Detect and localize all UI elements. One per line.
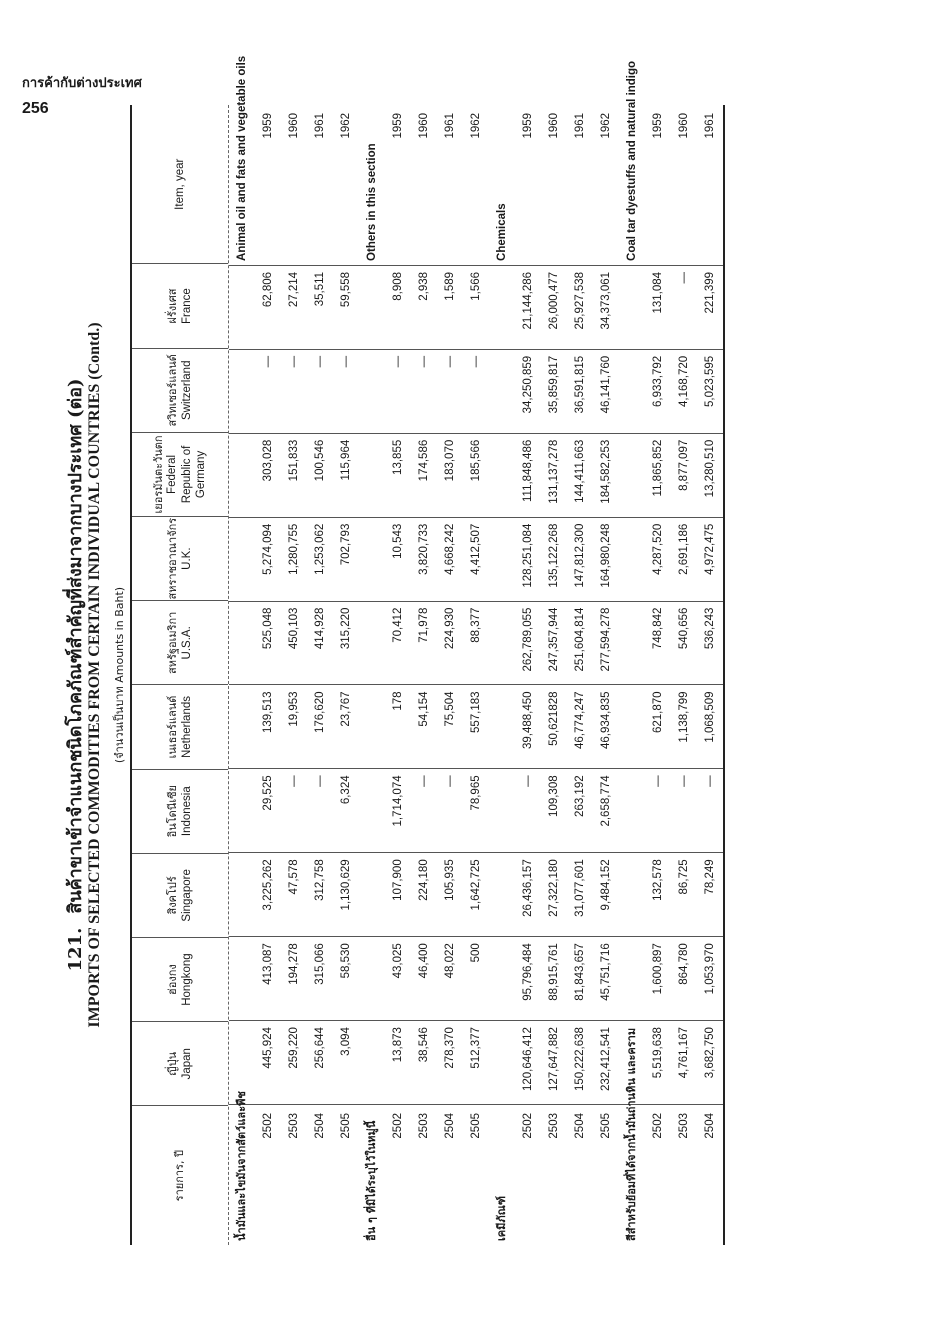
data-cell: 45,751,716 [600, 943, 612, 1001]
spacer-cell [619, 685, 645, 768]
data-cell: 232,412,541 [600, 1027, 612, 1092]
imports-table [130, 55, 725, 1245]
data-cell: 111,848,486 [522, 439, 534, 502]
spacer-cell [359, 434, 385, 517]
row-year-thai: 2504 [574, 1113, 586, 1139]
spacer-cell [229, 266, 255, 349]
data-cell: 13,873 [392, 1027, 404, 1063]
data-cell: 303,028 [262, 439, 274, 482]
data-cell: 3,225,262 [262, 859, 274, 911]
spacer-cell [489, 937, 515, 1020]
data-cell: 48,022 [444, 943, 456, 979]
spacer-cell [619, 518, 645, 601]
data-cell: 1,053,970 [704, 943, 716, 995]
data-cell: 47,578 [288, 859, 300, 895]
section-heading-thai: เคมีภัณฑ์ [495, 1196, 508, 1241]
data-cell: 183,070 [444, 439, 456, 482]
data-cell: 144,411,663 [574, 439, 586, 503]
data-cell: 81,843,657 [574, 943, 586, 1001]
column-header [132, 105, 228, 263]
spacer-cell [489, 518, 515, 601]
data-cell: 5,274,094 [262, 523, 274, 575]
column-header [132, 516, 228, 600]
data-cell: 46,141,760 [600, 355, 612, 414]
data-cell: 27,214 [288, 271, 300, 308]
spacer-cell [489, 1021, 515, 1104]
data-cell: 128,251,084 [522, 523, 534, 588]
table-number: 121. [65, 927, 86, 972]
data-cell: 139,513 [262, 691, 274, 734]
spacer-cell [359, 518, 385, 601]
data-cell: 62,806 [262, 271, 274, 308]
data-cell: 34,373,061 [600, 271, 612, 330]
spacer-cell [619, 1021, 645, 1104]
data-cell: 95,796,484 [522, 943, 534, 1001]
row-year-english: 1962 [340, 112, 352, 139]
data-cell: 2,938 [418, 271, 430, 301]
data-cell: 109,308 [548, 775, 560, 817]
data-cell: 5,519,638 [652, 1027, 664, 1079]
row-year-thai: 2505 [600, 1113, 612, 1139]
data-cell: 315,066 [314, 943, 326, 985]
data-cell: — [444, 355, 456, 368]
spacer-cell [229, 602, 255, 685]
country-column [229, 349, 723, 433]
column-header-english: Switzerland [180, 360, 193, 420]
data-cell: — [392, 355, 404, 368]
data-cell: 54,154 [418, 691, 430, 727]
row-year-thai: 2503 [548, 1113, 560, 1139]
spacer-cell [229, 434, 255, 517]
row-year-english: 1960 [548, 112, 560, 139]
data-cell: — [652, 775, 664, 787]
row-year-english: 1961 [574, 112, 586, 139]
data-cell: 13,280,510 [704, 439, 716, 498]
data-cell: — [314, 355, 326, 368]
spacer-cell [619, 937, 645, 1020]
data-cell: 115,964 [340, 439, 352, 481]
column-header-thai: เยอรมันตะวันตก [151, 435, 165, 514]
data-cell: 4,168,720 [678, 355, 690, 408]
data-cell: 9,484,152 [600, 859, 612, 911]
data-cell: 525,048 [262, 607, 274, 650]
data-cell: 176,620 [314, 691, 326, 734]
row-year-english: 1961 [444, 112, 456, 139]
section-heading-thai: สีสำหรับย้อมที่ได้จากน้ำมันถ่านหิน และคราม [625, 1027, 638, 1241]
row-year-thai: 2503 [678, 1113, 690, 1139]
data-cell: — [678, 775, 690, 787]
data-cell: 315,220 [340, 607, 352, 650]
data-cell: — [340, 355, 352, 368]
page-number: 256 [22, 100, 49, 117]
data-cell: 86,725 [678, 859, 690, 895]
spacer-cell [489, 266, 515, 349]
column-header-english: Japan [180, 1048, 193, 1080]
table-body [229, 55, 723, 1245]
data-cell: 71,978 [418, 607, 430, 643]
section-heading-english: Coal tar dyestuffs and natural indigo [626, 60, 638, 261]
row-year-english: 1960 [418, 112, 430, 139]
data-cell: 251,604,814 [574, 607, 586, 672]
data-cell: 1,600,897 [652, 943, 664, 995]
data-cell: 1,566 [470, 271, 482, 301]
country-column [229, 433, 723, 517]
data-cell: 4,287,520 [652, 523, 664, 575]
spacer-cell [619, 266, 645, 349]
data-cell: 27,322,180 [548, 859, 560, 917]
data-cell: 70,412 [392, 607, 404, 643]
data-cell: 147,812,300 [574, 523, 586, 588]
data-cell: 278,370 [444, 1027, 456, 1069]
data-cell: — [418, 775, 430, 787]
data-cell: 312,758 [314, 859, 326, 901]
column-header [132, 600, 228, 684]
data-cell: 1,138,799 [678, 691, 690, 743]
data-cell: 3,682,750 [704, 1027, 716, 1079]
data-cell: 450,103 [288, 607, 300, 650]
column-header [132, 348, 228, 432]
data-cell: 512,377 [470, 1027, 482, 1069]
data-cell: 10,543 [392, 523, 404, 559]
country-column [229, 517, 723, 601]
data-cell: 120,646,412 [522, 1027, 534, 1092]
spacer-cell [359, 1021, 385, 1104]
row-year-thai: 2504 [704, 1113, 716, 1139]
country-column [229, 852, 723, 936]
row-year-english: 1959 [652, 112, 664, 139]
data-cell: 1,714,074 [392, 775, 404, 827]
spacer-cell [489, 853, 515, 936]
table-units: (จำนวนเป็นบาท Amounts in Baht) [113, 586, 126, 764]
row-year-english: 1961 [704, 112, 716, 139]
data-cell: — [418, 355, 430, 368]
column-header [132, 769, 228, 853]
data-cell: 221,399 [704, 271, 716, 314]
data-cell: 35,859,817 [548, 355, 560, 414]
column-header-english: Indonesia [180, 786, 193, 837]
data-cell: 445,924 [262, 1027, 274, 1069]
data-cell: — [470, 355, 482, 368]
column-header-english: Item, year [173, 158, 186, 210]
data-cell: 1,130,629 [340, 859, 352, 911]
country-column [229, 936, 723, 1020]
section-heading-english: Animal oil and fats and vegetable oils [236, 55, 248, 261]
data-cell: 178 [392, 691, 404, 711]
data-cell: 536,243 [704, 607, 716, 650]
data-cell: — [288, 775, 300, 787]
data-cell: 38,546 [418, 1027, 430, 1063]
data-cell: 6,933,792 [652, 355, 664, 408]
data-cell: 100,546 [314, 439, 326, 482]
data-cell: 131,137,278 [548, 439, 560, 504]
spacer-cell [359, 266, 385, 349]
country-column [229, 768, 723, 852]
spacer-cell [359, 685, 385, 768]
data-cell: 3,094 [340, 1027, 352, 1056]
row-year-english: 1959 [522, 112, 534, 139]
data-cell: 2,691,186 [678, 523, 690, 575]
data-cell: — [522, 775, 534, 787]
data-cell: — [444, 775, 456, 787]
section-heading-english: Others in this section [366, 143, 378, 261]
spacer-cell [489, 602, 515, 685]
section-heading-thai: น้ำมันและไขมันจากสัตว์และพืช [235, 1091, 248, 1241]
column-header-thai: สหรัฐอเมริกา [165, 611, 179, 674]
data-cell: 105,935 [444, 859, 456, 901]
column-header [132, 1105, 228, 1245]
data-cell: 1,280,755 [288, 523, 300, 575]
column-header-english: Federal Republic of Germany [166, 445, 208, 504]
column-header-thai: เนเธอร์แลนด์ [165, 695, 179, 759]
data-cell: 4,761,167 [678, 1027, 690, 1079]
column-header [132, 1021, 228, 1105]
bottom-rule [723, 105, 725, 1245]
data-cell: 26,000,477 [548, 271, 560, 330]
column-header [132, 937, 228, 1021]
data-cell: 35,511 [314, 271, 326, 307]
data-cell: 4,668,242 [444, 523, 456, 575]
spacer-cell [229, 1021, 255, 1104]
data-cell: 4,412,507 [470, 523, 482, 575]
spacer-cell [619, 769, 645, 852]
data-cell: 36,591,815 [574, 355, 586, 414]
data-cell: 1,589 [444, 271, 456, 301]
data-cell: 702,793 [340, 523, 352, 566]
data-cell: 78,965 [470, 775, 482, 811]
data-cell: 4,972,475 [704, 523, 716, 575]
column-header-thai: อินโดนีเซีย [165, 785, 179, 838]
spacer-cell [489, 769, 515, 852]
row-year-thai: 2505 [470, 1113, 482, 1139]
spacer-cell [619, 853, 645, 936]
data-cell: 413,087 [262, 943, 274, 985]
spacer-cell [229, 685, 255, 768]
spacer-cell [489, 434, 515, 517]
data-cell: 262,789,055 [522, 607, 534, 672]
data-cell: 29,525 [262, 775, 274, 811]
table-title-thai [60, 105, 89, 1245]
column-header [132, 432, 228, 516]
spacer-cell [619, 602, 645, 685]
spacer-cell [489, 350, 515, 433]
column-header [132, 684, 228, 768]
spacer-cell [229, 769, 255, 852]
column-header-english: U.S.A. [180, 626, 193, 660]
data-cell: 107,900 [392, 859, 404, 901]
data-cell: 46,400 [418, 943, 430, 979]
column-header [132, 853, 228, 937]
row-year-english: 1960 [678, 112, 690, 139]
data-cell: 43,025 [392, 943, 404, 979]
data-cell: 31,077,601 [574, 859, 586, 917]
row-year-thai: 2503 [288, 1113, 300, 1139]
data-cell: 1,642,725 [470, 859, 482, 911]
data-cell: 46,934,835 [600, 691, 612, 750]
table-title-thai-text: สินค้าขาเข้าจำแนกชนิดโภคภัณฑ์สำคัญที่ส่งมาจากบางประเทศ (ต่อ) [65, 378, 86, 914]
data-cell: 224,180 [418, 859, 430, 901]
column-header-english: Singapore [180, 869, 193, 922]
data-cell: 88,915,761 [548, 943, 560, 1001]
table-title-english: IMPORTS OF SELECTED COMMODITIES FROM CERTAIN INDIVIDUAL COUNTRIES (Contd.) [86, 322, 103, 1028]
english-label-column [229, 55, 723, 265]
row-year-english: 1959 [392, 112, 404, 139]
running-head: การค้ากับต่างประเทศ [22, 76, 142, 91]
data-cell: 151,833 [288, 439, 300, 482]
section-heading-english: Chemicals [496, 203, 508, 261]
row-year-english: 1962 [600, 112, 612, 139]
data-cell: 8,877,097 [678, 439, 690, 491]
column-header-thai: ฝรั่งเศส [165, 288, 179, 324]
column-header-english: France [180, 288, 193, 324]
row-year-thai: 2504 [314, 1113, 326, 1139]
data-cell: 5,023,595 [704, 355, 716, 408]
country-column [229, 1020, 723, 1104]
spacer-cell [359, 602, 385, 685]
data-cell: 277,594,278 [600, 607, 612, 672]
column-header-english: U.K. [180, 547, 193, 570]
table-header [130, 105, 229, 1245]
data-cell: 75,504 [444, 691, 456, 727]
data-cell: 132,578 [652, 859, 664, 901]
column-header-english: Hongkong [180, 953, 193, 1006]
data-cell: 185,566 [470, 439, 482, 482]
column-header-english: Netherlands [180, 696, 193, 759]
data-cell: 748,842 [652, 607, 664, 650]
column-header-thai: ฮ่องกง [165, 964, 179, 995]
row-year-english: 1962 [470, 112, 482, 139]
data-cell: 8,908 [392, 271, 404, 301]
data-cell: 88,377 [470, 607, 482, 643]
data-cell: 131,084 [652, 271, 664, 314]
spacer-cell [229, 518, 255, 601]
data-cell: 259,220 [288, 1027, 300, 1069]
data-cell: 23,767 [340, 691, 352, 727]
data-cell: 1,253,062 [314, 523, 326, 575]
column-header [132, 263, 228, 347]
data-cell: 11,865,852 [652, 439, 664, 497]
column-header-thai: รายการ, ปี [173, 1150, 187, 1202]
data-cell: 25,927,538 [574, 271, 586, 330]
data-cell: 621,870 [652, 691, 664, 734]
data-cell: 540,656 [678, 607, 690, 650]
spacer-cell [619, 350, 645, 433]
data-cell: — [314, 775, 326, 787]
country-column [229, 684, 723, 768]
spacer-cell [229, 853, 255, 936]
data-cell: 6,324 [340, 775, 352, 805]
data-cell: 26,436,157 [522, 859, 534, 917]
data-cell: 557,183 [470, 691, 482, 734]
data-cell: 247,357,944 [548, 607, 560, 672]
row-year-thai: 2503 [418, 1113, 430, 1139]
data-cell: 39,488,450 [522, 691, 534, 750]
data-cell: — [288, 355, 300, 368]
spacer-cell [489, 685, 515, 768]
row-year-english: 1961 [314, 112, 326, 139]
data-cell: 78,249 [704, 859, 716, 895]
data-cell: — [704, 775, 716, 787]
country-column [229, 601, 723, 685]
data-cell: 224,930 [444, 607, 456, 650]
data-cell: — [678, 271, 690, 284]
data-cell: 174,586 [418, 439, 430, 482]
spacer-cell [359, 937, 385, 1020]
data-cell: 194,278 [288, 943, 300, 985]
spacer-cell [359, 853, 385, 936]
data-cell: 164,980,248 [600, 523, 612, 588]
row-year-thai: 2504 [444, 1113, 456, 1139]
data-cell: 58,530 [340, 943, 352, 979]
row-year-english: 1959 [262, 112, 274, 139]
data-cell: 59,558 [340, 271, 352, 308]
data-cell: 263,192 [574, 775, 586, 817]
row-year-thai: 2502 [652, 1113, 664, 1139]
data-cell: 13,855 [392, 439, 404, 475]
row-year-thai: 2505 [340, 1113, 352, 1139]
data-cell: 2,658,774 [600, 775, 612, 827]
data-cell: 46,774,247 [574, 691, 586, 750]
spacer-cell [359, 769, 385, 852]
data-cell: 150,222,638 [574, 1027, 586, 1092]
data-cell: 19,953 [288, 691, 300, 727]
row-year-thai: 2502 [392, 1113, 404, 1139]
data-cell: 127,647,882 [548, 1027, 560, 1092]
country-column [229, 265, 723, 349]
spacer-cell [229, 937, 255, 1020]
data-cell: 184,582,253 [600, 439, 612, 504]
column-header-thai: สหราชอาณาจักร [165, 517, 179, 600]
data-cell: — [262, 355, 274, 368]
data-cell: 3,820,733 [418, 523, 430, 575]
data-cell: 414,928 [314, 607, 326, 650]
data-cell: 500 [470, 943, 482, 963]
data-cell: 21,144,286 [522, 271, 534, 330]
spacer-cell [229, 350, 255, 433]
row-year-english: 1960 [288, 112, 300, 139]
spacer-cell [619, 434, 645, 517]
data-cell: 135,122,268 [548, 523, 560, 588]
data-cell: 1,068,509 [704, 691, 716, 743]
data-cell: 864,780 [678, 943, 690, 985]
data-cell: 34,250,859 [522, 355, 534, 414]
column-header-thai: สิงคโปร์ [165, 876, 179, 915]
data-cell: 50,621828 [548, 691, 560, 746]
data-cell: 256,644 [314, 1027, 326, 1069]
section-heading-thai: อื่น ๆ ที่มิได้ระบุไว้ในหมู่นี้ [365, 1120, 378, 1241]
column-header-thai: ญี่ปุ่น [165, 1051, 179, 1076]
column-header-thai: สวิทเซอร์แลนด์ [165, 354, 179, 427]
spacer-cell [359, 350, 385, 433]
row-year-thai: 2502 [522, 1113, 534, 1139]
row-year-thai: 2502 [262, 1113, 274, 1139]
